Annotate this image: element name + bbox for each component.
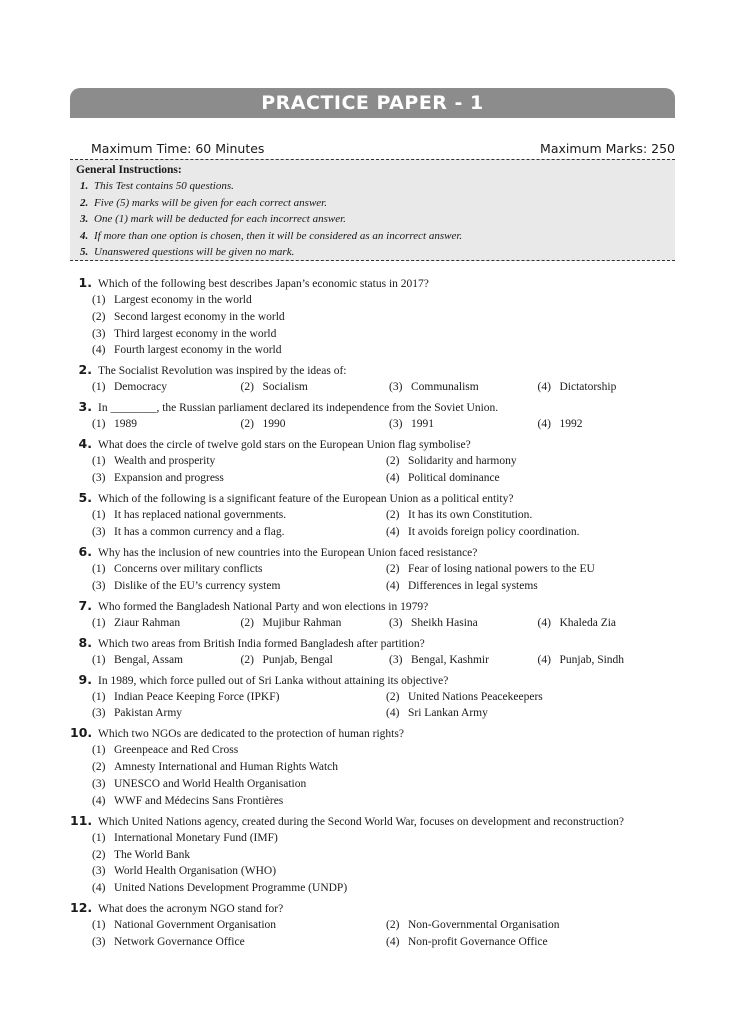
option-number: (3): [92, 327, 106, 340]
option-text: United Nations Development Programme (UNDP): [114, 882, 348, 895]
answer-option: [92, 689, 386, 706]
option-row: [92, 705, 680, 722]
options: [70, 561, 680, 595]
page-title: PRACTICE PAPER - 1: [70, 88, 675, 118]
answer-option: [92, 863, 680, 880]
option-row: [92, 379, 680, 396]
question-number: 5.: [78, 490, 92, 506]
instruction-text: Unanswered questions will be given no mark.: [94, 246, 295, 259]
option-number: (3): [92, 935, 106, 948]
option-text: Sheikh Hasina: [411, 616, 478, 629]
option-row: [92, 742, 680, 759]
question-number: 3.: [78, 399, 92, 415]
options: [70, 453, 680, 487]
answer-option: [92, 453, 386, 470]
question-text: Who formed the Bangladesh National Party and won elections in 1979?: [98, 600, 429, 613]
option-text: Expansion and progress: [114, 472, 224, 485]
option-number: (3): [92, 707, 106, 720]
option-number: (2): [386, 562, 400, 575]
option-text: 1992: [559, 418, 583, 431]
option-text: It has a common currency and a flag.: [114, 525, 285, 538]
answer-option: [538, 652, 625, 669]
question-text: Which two NGOs are dedicated to the protection of human rights?: [98, 728, 404, 741]
question: [70, 544, 680, 595]
option-row: [92, 689, 680, 706]
answer-option: [241, 615, 390, 632]
option-number: (2): [240, 381, 254, 394]
option-text: Socialism: [262, 381, 308, 394]
option-row: [92, 934, 680, 951]
question-number: 8.: [78, 634, 92, 650]
option-row: [92, 880, 680, 897]
option-number: (4): [537, 418, 551, 431]
answer-option: [386, 470, 680, 487]
option-number: (4): [386, 579, 400, 592]
question-number: 4.: [78, 436, 92, 452]
option-number: (4): [386, 525, 400, 538]
option-number: (1): [92, 919, 106, 932]
instruction-number: 4.: [80, 229, 89, 242]
option-number: (4): [537, 381, 551, 394]
option-number: (1): [92, 562, 106, 575]
question-stem: [70, 399, 680, 416]
option-text: Ziaur Rahman: [114, 616, 181, 629]
option-text: Concerns over military conflicts: [114, 562, 263, 575]
option-number: (1): [92, 616, 106, 629]
options: [70, 917, 680, 951]
option-row: [92, 578, 680, 595]
answer-option: [92, 615, 241, 632]
option-row: [92, 470, 680, 487]
option-number: (2): [386, 509, 400, 522]
option-number: (4): [92, 794, 106, 807]
option-number: (1): [92, 381, 106, 394]
option-row: [92, 652, 680, 669]
option-number: (2): [240, 653, 254, 666]
option-number: (4): [386, 472, 400, 485]
maximum-marks: Maximum Marks: 250: [540, 141, 675, 156]
instruction-text: If more than one option is chosen, then it will be considered as an incorrect answer.: [94, 229, 463, 242]
option-number: (3): [389, 381, 403, 394]
option-text: It avoids foreign policy coordination.: [408, 525, 580, 538]
answer-option: [386, 705, 680, 722]
answer-option: [92, 524, 386, 541]
option-number: (4): [386, 935, 400, 948]
options: [70, 615, 680, 632]
instruction-text: This Test contains 50 questions.: [94, 180, 234, 192]
option-text: Wealth and prosperity: [114, 455, 216, 468]
instruction-item: [76, 195, 675, 212]
option-text: Bengal, Assam: [114, 653, 183, 666]
option-text: Largest economy in the world: [114, 294, 252, 306]
option-text: Political dominance: [408, 472, 500, 485]
option-row: [92, 830, 680, 847]
answer-option: [386, 507, 680, 524]
option-text: Amnesty International and Human Rights Watch: [114, 761, 339, 774]
question: [70, 362, 680, 396]
answer-option: [389, 416, 538, 433]
option-number: (1): [92, 690, 106, 703]
question-stem: [70, 635, 680, 652]
option-number: (2): [92, 310, 106, 323]
answer-option: [538, 379, 617, 396]
option-number: (2): [386, 919, 400, 932]
option-text: Differences in legal systems: [408, 579, 538, 592]
option-text: National Government Organisation: [114, 919, 277, 932]
option-text: International Monetary Fund (IMF): [114, 831, 278, 844]
question-number: 12.: [70, 900, 93, 916]
option-text: UNESCO and World Health Organisation: [114, 778, 307, 791]
answer-option: [241, 652, 390, 669]
option-number: (1): [92, 744, 106, 757]
answer-option: [92, 470, 386, 487]
question-number: 7.: [78, 597, 92, 613]
answer-option: [92, 742, 680, 759]
question-text: What does the circle of twelve gold stars on the European Union flag symbolise?: [98, 439, 471, 452]
option-number: (1): [92, 294, 106, 306]
question-text: Why has the inclusion of new countries into the European Union faced resistance?: [98, 546, 478, 559]
question-text: Which United Nations agency, created during the Second World War, focuses on development and reconstruction?: [98, 815, 624, 828]
instruction-item: [76, 244, 675, 261]
question-stem: [70, 672, 680, 689]
question-text: In 1989, which force pulled out of Sri Lanka without attaining its objective?: [98, 674, 449, 687]
option-text: Sri Lankan Army: [408, 707, 488, 720]
instructions-title: General Instructions:: [76, 164, 182, 176]
option-row: [92, 561, 680, 578]
question-text: Which of the following is a significant feature of the European Union as a political entity?: [98, 493, 514, 506]
option-number: (3): [389, 616, 403, 629]
option-row: [92, 615, 680, 632]
question-stem: [70, 598, 680, 615]
question-text: In ________, the Russian parliament declared its independence from the Soviet Union.: [98, 402, 499, 415]
answer-option: [92, 705, 386, 722]
exam-meta: [91, 141, 675, 156]
answer-option: [92, 793, 680, 810]
general-instructions: [70, 159, 675, 261]
option-text: It has replaced national governments.: [114, 509, 287, 522]
option-number: (3): [92, 472, 106, 485]
option-text: Dislike of the EU’s currency system: [114, 579, 281, 592]
options: [70, 742, 680, 809]
option-text: Solidarity and harmony: [408, 455, 517, 468]
question: [70, 813, 680, 897]
answer-option: [538, 615, 617, 632]
instruction-number: 5.: [80, 246, 89, 259]
answer-option: [241, 416, 390, 433]
instruction-item: [76, 211, 675, 228]
answer-option: [92, 880, 680, 897]
question-text: Which of the following best describes Japan’s economic status in 2017?: [98, 278, 429, 290]
answer-option: [92, 561, 386, 578]
question-list: [70, 275, 680, 954]
answer-option: [389, 615, 538, 632]
option-text: Bengal, Kashmir: [411, 653, 489, 666]
option-row: [92, 342, 680, 359]
instruction-item: [76, 228, 675, 245]
answer-option: [92, 917, 386, 934]
option-text: Mujibur Rahman: [262, 616, 342, 629]
answer-option: [92, 652, 241, 669]
answer-option: [386, 934, 680, 951]
option-number: (2): [386, 690, 400, 703]
options: [70, 292, 680, 359]
option-text: Non-Governmental Organisation: [408, 919, 560, 932]
question-stem: [70, 436, 680, 453]
answer-option: [92, 416, 241, 433]
option-text: Greenpeace and Red Cross: [114, 744, 239, 757]
instruction-number: 3.: [80, 213, 89, 226]
option-text: Democracy: [114, 381, 167, 394]
question-stem: [70, 275, 680, 292]
instruction-text: One (1) mark will be deducted for each incorrect answer.: [94, 213, 346, 226]
question: [70, 436, 680, 487]
question-stem: [70, 544, 680, 561]
question-number: 2.: [78, 362, 92, 378]
option-row: [92, 453, 680, 470]
option-number: (4): [386, 707, 400, 720]
answer-option: [538, 416, 583, 433]
option-number: (3): [92, 579, 106, 592]
option-number: (3): [389, 653, 403, 666]
option-number: (2): [240, 616, 254, 629]
option-row: [92, 759, 680, 776]
option-text: Second largest economy in the world: [114, 310, 285, 323]
option-text: Third largest economy in the world: [114, 327, 277, 340]
option-text: Network Governance Office: [114, 935, 245, 948]
option-text: 1990: [262, 418, 286, 431]
option-row: [92, 917, 680, 934]
instruction-text: Five (5) marks will be given for each correct answer.: [94, 196, 327, 209]
question-number: 1.: [78, 275, 92, 290]
option-number: (1): [92, 509, 106, 522]
option-row: [92, 416, 680, 433]
instructions-list: [76, 178, 675, 261]
answer-option: [92, 578, 386, 595]
question: [70, 399, 680, 433]
option-text: 1989: [114, 418, 137, 431]
options: [70, 652, 680, 669]
answer-option: [386, 689, 680, 706]
question-text: The Socialist Revolution was inspired by the ideas of:: [98, 365, 347, 378]
answer-option: [92, 934, 386, 951]
option-row: [92, 309, 680, 326]
answer-option: [389, 652, 538, 669]
answer-option: [92, 847, 680, 864]
question-stem: [70, 490, 680, 507]
answer-option: [386, 524, 680, 541]
options: [70, 507, 680, 541]
question-text: What does the acronym NGO stand for?: [98, 903, 284, 916]
question-number: 10.: [70, 725, 93, 741]
question-text: Which two areas from British India formed Bangladesh after partition?: [98, 637, 425, 650]
option-number: (2): [92, 848, 106, 861]
option-number: (3): [92, 865, 106, 878]
option-text: Dictatorship: [559, 381, 617, 394]
option-number: (4): [92, 882, 106, 895]
option-text: Khaleda Zia: [559, 616, 617, 629]
answer-option: [386, 561, 680, 578]
option-row: [92, 326, 680, 343]
answer-option: [92, 309, 680, 326]
instruction-number: 1.: [80, 180, 89, 192]
question-number: 9.: [78, 671, 92, 687]
option-number: (4): [537, 653, 551, 666]
answer-option: [386, 578, 680, 595]
option-row: [92, 847, 680, 864]
instruction-item: [76, 178, 675, 195]
option-text: The World Bank: [114, 848, 191, 861]
option-text: Pakistan Army: [114, 707, 183, 720]
option-number: (3): [389, 418, 403, 431]
answer-option: [92, 507, 386, 524]
question-number: 11.: [70, 812, 93, 828]
answer-option: [389, 379, 538, 396]
option-number: (1): [92, 653, 106, 666]
option-text: It has its own Constitution.: [408, 509, 533, 522]
answer-option: [92, 776, 680, 793]
instruction-number: 2.: [80, 196, 89, 209]
option-number: (4): [537, 616, 551, 629]
option-number: (1): [92, 455, 106, 468]
question: [70, 672, 680, 723]
question: [70, 275, 680, 359]
option-text: Fourth largest economy in the world: [114, 344, 282, 357]
options: [70, 379, 680, 396]
option-number: (4): [92, 344, 106, 357]
option-text: 1991: [411, 418, 434, 431]
option-number: (2): [240, 418, 254, 431]
options: [70, 416, 680, 433]
option-number: (2): [92, 761, 106, 774]
option-number: (1): [92, 418, 106, 431]
option-row: [92, 863, 680, 880]
answer-option: [92, 379, 241, 396]
answer-option: [92, 326, 680, 343]
question-stem: [70, 362, 680, 379]
option-row: [92, 507, 680, 524]
answer-option: [241, 379, 390, 396]
question-number: 6.: [78, 543, 92, 559]
option-text: Punjab, Sindh: [559, 653, 625, 666]
option-text: Punjab, Bengal: [262, 653, 333, 666]
answer-option: [92, 292, 680, 309]
option-number: (2): [386, 455, 400, 468]
answer-option: [92, 830, 680, 847]
question: [70, 490, 680, 541]
question-stem: [70, 900, 680, 917]
answer-option: [386, 917, 680, 934]
question: [70, 725, 680, 809]
question: [70, 900, 680, 951]
option-number: (1): [92, 831, 106, 844]
answer-option: [386, 453, 680, 470]
option-text: Fear of losing national powers to the EU: [408, 562, 595, 575]
option-number: (3): [92, 778, 106, 791]
option-text: World Health Organisation (WHO): [114, 865, 277, 878]
option-row: [92, 292, 680, 309]
question-stem: [70, 725, 680, 742]
option-text: Non-profit Governance Office: [408, 935, 548, 948]
answer-option: [92, 759, 680, 776]
question-stem: [70, 813, 680, 830]
option-number: (3): [92, 525, 106, 538]
option-row: [92, 793, 680, 810]
option-text: WWF and Médecins Sans Frontières: [114, 794, 284, 807]
option-text: Indian Peace Keeping Force (IPKF): [114, 690, 280, 703]
option-row: [92, 524, 680, 541]
option-row: [92, 776, 680, 793]
options: [70, 830, 680, 897]
option-text: Communalism: [411, 381, 479, 394]
answer-option: [92, 342, 680, 359]
maximum-time: Maximum Time: 60 Minutes: [91, 141, 265, 156]
option-text: United Nations Peacekeepers: [408, 690, 543, 703]
options: [70, 689, 680, 723]
question: [70, 598, 680, 632]
question: [70, 635, 680, 669]
